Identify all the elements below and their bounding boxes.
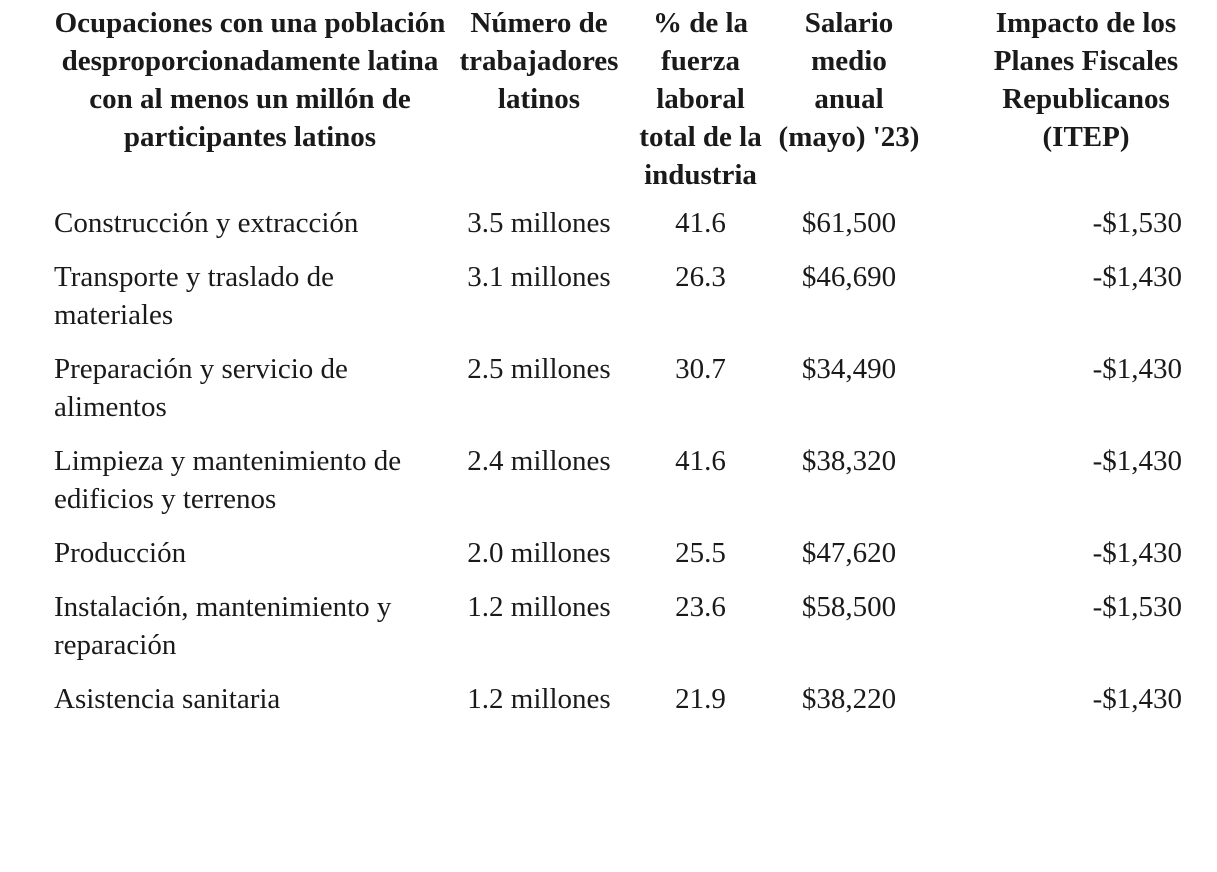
cell-salary: $58,500	[801, 591, 897, 623]
cell-share: 23.6	[675, 591, 726, 623]
cell-impact: -$1,430	[1092, 445, 1182, 477]
cell-share: 41.6	[675, 445, 726, 477]
table-row	[50, 672, 1190, 726]
header-salary: Salario medio anual (mayo) '23)	[778, 7, 920, 153]
cell-occupation: Asistencia sanitaria	[54, 683, 281, 715]
table-body	[50, 196, 1190, 726]
cell-impact: -$1,530	[1092, 591, 1182, 623]
cell-share: 30.7	[675, 353, 726, 385]
header-impact-cell	[925, 4, 1190, 196]
cell-impact: -$1,430	[1092, 261, 1182, 293]
cell-occupation: Transporte y traslado de materiales	[54, 261, 335, 331]
cell-share: 26.3	[675, 261, 726, 293]
cell-share: 21.9	[675, 683, 726, 715]
cell-impact: -$1,530	[1092, 207, 1182, 239]
cell-impact: -$1,430	[1092, 353, 1182, 385]
cell-occupation: Limpieza y mantenimiento de edificios y terrenos	[54, 445, 402, 515]
cell-occupation: Construcción y extracción	[54, 207, 359, 239]
header-row	[50, 4, 1190, 196]
cell-occupation: Producción	[54, 537, 187, 569]
cell-workers: 3.5 millones	[467, 207, 611, 239]
table-row	[50, 580, 1190, 672]
cell-salary: $46,690	[801, 261, 897, 293]
header-workers: Número de trabajadores latinos	[459, 7, 619, 115]
cell-salary: $34,490	[801, 353, 897, 385]
table-header	[50, 4, 1190, 196]
cell-workers: 2.5 millones	[467, 353, 611, 385]
header-share: % de la fuerza laboral total de la industria	[639, 7, 762, 191]
cell-salary: $47,620	[801, 537, 897, 569]
header-occupation: Ocupaciones con una población desproporcionadamente latina con al menos un millón de participantes latinos	[54, 7, 446, 153]
cell-impact: -$1,430	[1092, 537, 1182, 569]
cell-workers: 2.4 millones	[467, 445, 611, 477]
table-row	[50, 526, 1190, 580]
table-row	[50, 196, 1190, 250]
cell-occupation: Preparación y servicio de alimentos	[54, 353, 348, 423]
cell-impact: -$1,430	[1092, 683, 1182, 715]
occupations-table	[50, 4, 1190, 726]
table-row	[50, 342, 1190, 434]
cell-occupation: Instalación, mantenimiento y reparación	[54, 591, 392, 661]
cell-share: 25.5	[675, 537, 726, 569]
cell-workers: 2.0 millones	[467, 537, 611, 569]
table-row	[50, 434, 1190, 526]
cell-salary: $61,500	[801, 207, 897, 239]
cell-workers: 3.1 millones	[467, 261, 611, 293]
cell-salary: $38,320	[801, 445, 897, 477]
cell-salary: $38,220	[801, 683, 897, 715]
header-impact: Impacto de los Planes Fiscales Republicanos (ITEP)	[993, 7, 1179, 153]
table-row	[50, 250, 1190, 342]
cell-workers: 1.2 millones	[467, 591, 611, 623]
cell-share: 41.6	[675, 207, 726, 239]
cell-workers: 1.2 millones	[467, 683, 611, 715]
